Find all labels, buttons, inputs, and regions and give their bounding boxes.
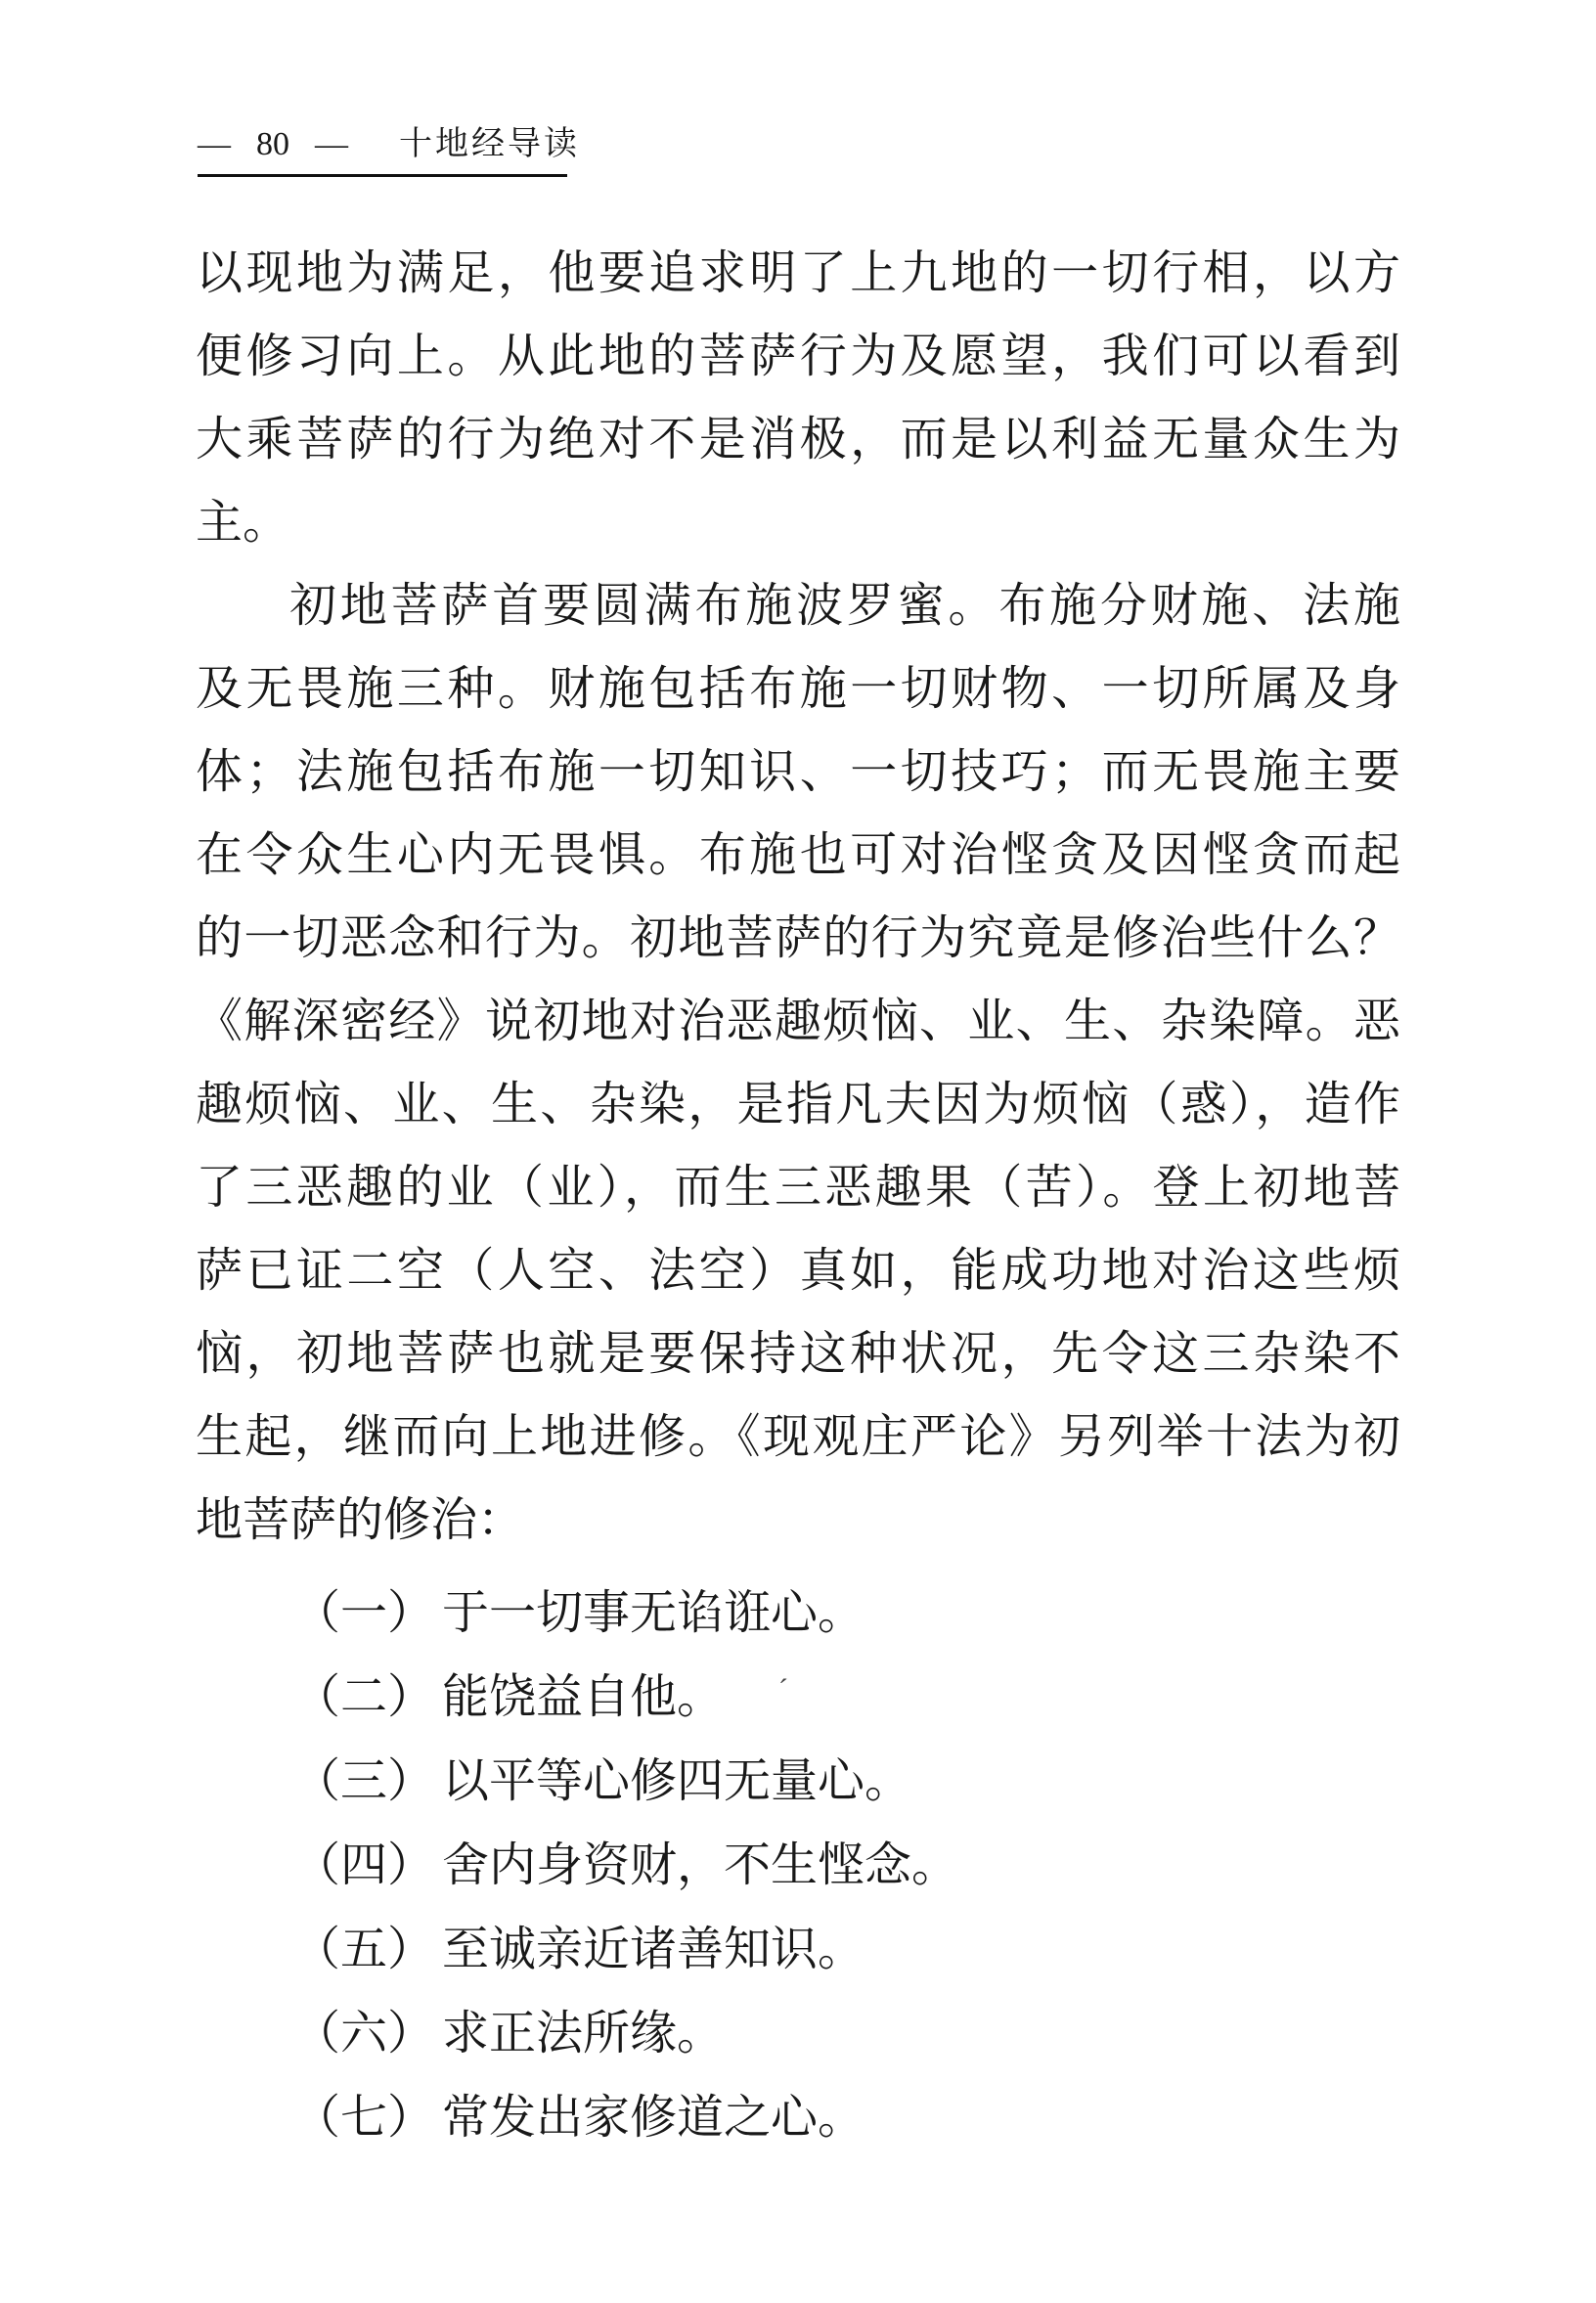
text-line: 生起，继而向上地进修。《现观庄严论》另列举十法为初	[196, 1411, 1400, 1463]
text-line: 萨已证二空（人空、法空）真如，能成功地对治这些烦	[196, 1245, 1400, 1297]
list-item-marker: （七）	[293, 2092, 435, 2144]
numbered-list	[196, 1572, 1400, 2160]
list-item-marker: （四）	[293, 1839, 435, 1891]
header-right-dash: —	[315, 126, 348, 162]
list-item-marker: （五）	[293, 1924, 435, 1975]
text-line: 恼，初地菩萨也就是要保持这种状况，先令这三杂染不	[196, 1328, 1400, 1380]
text-line: 主。	[196, 497, 290, 549]
list-item-marker: （一）	[293, 1587, 435, 1639]
list-item	[196, 2076, 1400, 2160]
list-item-marker: （三）	[293, 1755, 435, 1807]
list-item	[196, 1824, 1400, 1908]
book-title: 十地经导读	[399, 126, 580, 162]
scan-artifact: ˊ	[778, 1673, 789, 1705]
list-item-marker: （二）	[293, 1671, 435, 1723]
text-line: 的一切恶念和行为。初地菩萨的行为究竟是修治些什么？	[196, 912, 1400, 964]
list-item	[196, 1656, 1400, 1740]
text-line: 在令众生心内无畏惧。布施也可对治悭贪及因悭贪而起	[196, 829, 1400, 881]
list-item-text: 常发出家修道之心。	[442, 2092, 865, 2144]
list-item	[196, 1908, 1400, 1992]
text-line: 地菩萨的修治：	[196, 1494, 525, 1546]
page-number: 80	[256, 126, 289, 162]
list-item	[196, 1740, 1400, 1824]
list-item-text: 舍内身资财，不生悭念。	[442, 1839, 959, 1891]
list-item-marker: （六）	[293, 2008, 435, 2059]
header-left-dash: —	[198, 126, 231, 162]
text-line: 以现地为满足，他要追求明了上九地的一切行相，以方	[196, 247, 1400, 299]
text-line: 了三恶趣的业（业），而生三恶趣果（苦）。登上初地菩	[196, 1162, 1400, 1214]
text-line: 大乘菩萨的行为绝对不是消极，而是以利益无量众生为	[196, 414, 1400, 465]
text-line: 《解深密经》说初地对治恶趣烦恼、业、生、杂染障。恶	[196, 996, 1400, 1047]
list-item-text: 求正法所缘。	[442, 2008, 725, 2059]
page-header	[198, 125, 580, 177]
list-item-text: 于一切事无谄诳心。	[442, 1587, 865, 1639]
text-line: 趣烦恼、业、生、杂染，是指凡夫因为烦恼（惑），造作	[196, 1079, 1400, 1130]
list-item-text: 能饶益自他。	[442, 1671, 725, 1723]
text-line: 初地菩萨首要圆满布施波罗蜜。布施分财施、法施	[289, 580, 1400, 632]
text-line: 便修习向上。从此地的菩萨行为及愿望，我们可以看到	[196, 331, 1400, 382]
text-line: 及无畏施三种。财施包括布施一切财物、一切所属及身	[196, 663, 1400, 715]
list-item	[196, 1572, 1400, 1656]
list-item-text: 至诚亲近诸善知识。	[442, 1924, 865, 1975]
list-item-text: 以平等心修四无量心。	[442, 1755, 912, 1807]
body-text	[196, 232, 1400, 1562]
list-item	[196, 1992, 1400, 2076]
text-line: 体；法施包括布施一切知识、一切技巧；而无畏施主要	[196, 746, 1400, 798]
